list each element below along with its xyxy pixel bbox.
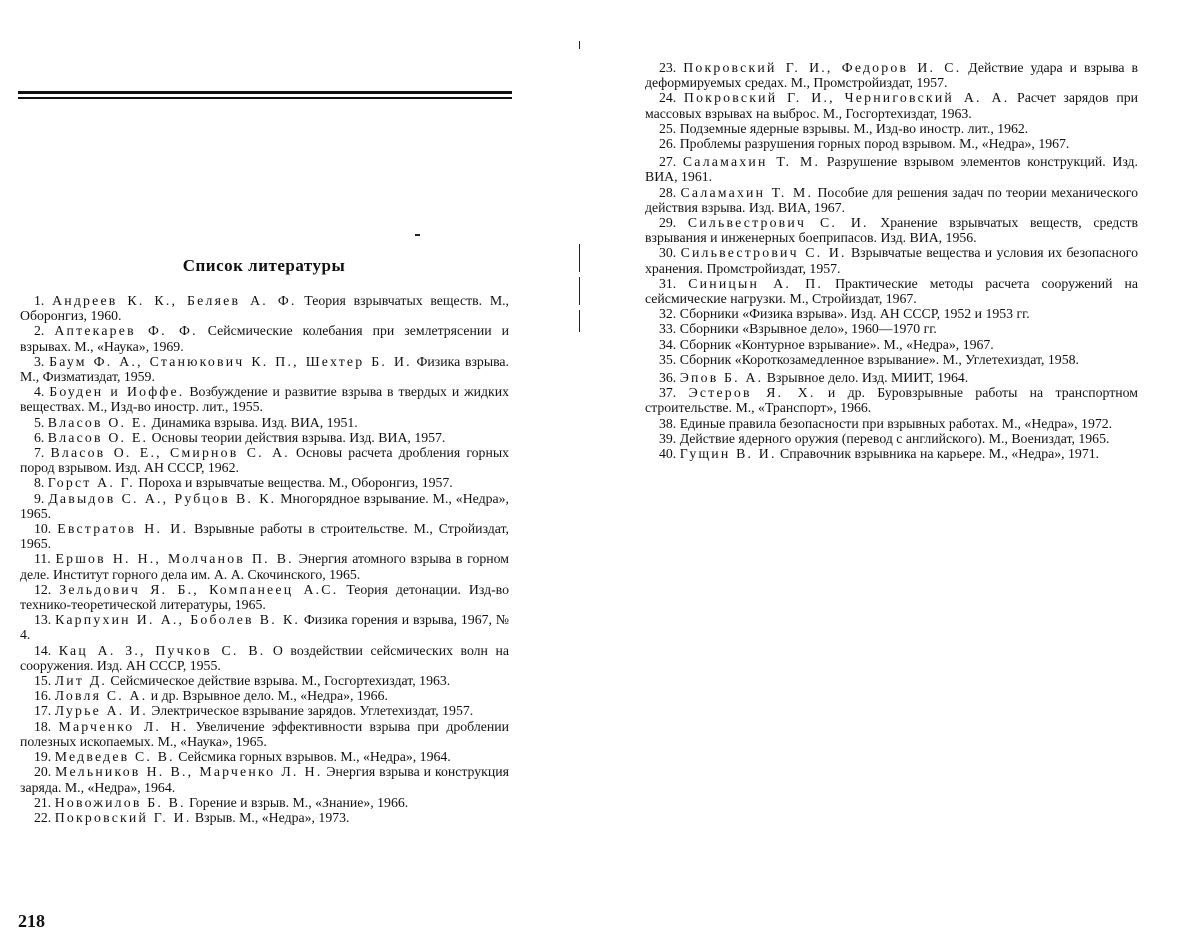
reference-item xyxy=(20,749,509,764)
reference-text: и др. Буровзрывные работы на транспортном строительстве. М., «Транспорт», 1966. xyxy=(645,385,1139,416)
reference-author: Баум Ф. А., Станюкович К. П., Шехтер Б. И. xyxy=(49,353,412,369)
reference-item xyxy=(20,810,509,825)
reference-author: Кац А. З., Пучков С. В. xyxy=(58,642,266,658)
reference-text: Основы расчета дробления горных пород взрывом. Изд. АН СССР, 1962. xyxy=(20,445,510,476)
reference-author: Синицын А. П. xyxy=(688,275,824,291)
reference-item xyxy=(20,354,509,384)
reference-text: Многорядное взрывание. М., «Недра», 1965. xyxy=(20,490,510,521)
reference-number: 8. xyxy=(34,475,48,491)
reference-text: и др. Взрывное дело. М., «Недра», 1966. xyxy=(147,688,388,704)
reference-author: Лурье А. И. xyxy=(54,703,148,719)
reference-text: Взрывное дело. Изд. МИИТ, 1964. xyxy=(763,370,969,386)
reference-number: 24. xyxy=(659,90,684,106)
reference-item xyxy=(645,370,1138,385)
reference-number: 5. xyxy=(34,414,48,430)
reference-author: Саламахин Т. М. xyxy=(682,154,821,170)
reference-number: 16. xyxy=(34,688,55,704)
reference-text: Теория взрывчатых веществ. М., Оборонгиз, 1960. xyxy=(20,293,509,324)
reference-text: Справочник взрывника на карьере. М., «Недра», 1971. xyxy=(776,446,1100,462)
reference-text: Пороха и взрывчатые вещества. М., Оборонгиз, 1957. xyxy=(134,475,453,491)
reference-item xyxy=(645,431,1138,446)
reference-text: Подземные ядерные взрывы. М., Изд-во иностр. лит., 1962. xyxy=(679,120,1029,136)
reference-text: Взрыв. М., «Недра», 1973. xyxy=(191,809,350,825)
reference-text: Сборник «Короткозамедленное взрывание». М., Углетехиздат, 1958. xyxy=(679,351,1079,367)
reference-number: 30. xyxy=(659,245,681,261)
reference-author: Сильвестрович С. И. xyxy=(687,215,869,231)
reference-number: 33. xyxy=(659,321,680,337)
reference-author: Мельников Н. В., Марченко Л. Н. xyxy=(55,764,323,780)
reference-item xyxy=(645,154,1138,184)
reference-author: Эстеров Я. Х. xyxy=(688,385,816,401)
reference-text: Взрывчатые вещества и условия их безопасного хранения. Промстройиздат, 1957. xyxy=(645,245,1138,276)
page-number: 218 xyxy=(18,911,45,931)
reference-item xyxy=(20,384,509,414)
reference-text: Хранение взрывчатых веществ, средств взрывания и инженерных боеприпасов. Изд. ВИА, 1956. xyxy=(645,215,1138,246)
reference-text: Сейсмика горных взрывов. М., «Недра», 1964. xyxy=(174,749,451,765)
reference-item xyxy=(20,764,509,794)
reference-item xyxy=(20,703,509,718)
reference-number: 3. xyxy=(34,353,50,369)
reference-number: 23. xyxy=(659,60,684,75)
reference-item xyxy=(20,323,509,353)
reference-item xyxy=(20,643,509,673)
reference-number: 27. xyxy=(659,154,683,170)
reference-text: Действие удара и взрыва в деформируемых средах. М., Промстройиздат, 1957. xyxy=(645,60,1138,91)
reference-item xyxy=(645,245,1138,275)
reference-item xyxy=(20,475,509,490)
reference-author: Власов О. Е. xyxy=(47,429,149,445)
reference-author: Ершов Н. Н., Молчанов П. В. xyxy=(55,551,294,567)
reference-number: 1. xyxy=(34,293,53,308)
reference-text: Проблемы разрушения горных пород взрывом. М., «Недра», 1967. xyxy=(679,136,1070,152)
reference-item xyxy=(20,445,509,475)
reference-author: Покровский Г. И., Федоров И. С. xyxy=(683,60,962,75)
reference-number: 9. xyxy=(34,490,49,506)
reference-item xyxy=(20,719,509,749)
reference-text: Разрушение взрывом элементов конструкций. Изд. ВИА, 1961. xyxy=(645,154,1138,185)
reference-item xyxy=(645,276,1138,306)
reference-number: 20. xyxy=(34,764,56,780)
reference-item xyxy=(645,352,1138,367)
reference-text: Теория детонации. Изд-во технико-теоретической литературы, 1965. xyxy=(20,581,509,613)
reference-author: Евстратов Н. И. xyxy=(57,521,189,537)
reference-item xyxy=(20,415,509,430)
reference-item xyxy=(645,136,1138,151)
reference-number: 18. xyxy=(34,718,59,734)
reference-item xyxy=(20,293,509,323)
reference-text: Возбуждение и развитие взрыва в твердых и жидких веществах. М., Изд-во иностр. лит., 1955. xyxy=(20,384,510,415)
reference-text: Энергия атомного взрыва в горном деле. Институт горного дела им. А. А. Скочинского, 1965. xyxy=(20,551,510,582)
reference-author: Медведев С. В. xyxy=(54,749,175,765)
reference-text: Физика взрыва. М., Физматиздат, 1959. xyxy=(20,353,509,385)
header-rule-thin xyxy=(18,97,512,99)
reference-number: 12. xyxy=(34,581,60,597)
reference-text: Динамика взрыва. Изд. ВИА, 1951. xyxy=(148,414,358,430)
reference-number: 11. xyxy=(34,551,56,567)
reference-author: Лит Д. xyxy=(54,673,107,689)
reference-text: Физика горения и взрыва, 1967, № 4. xyxy=(20,612,509,643)
reference-author: Боуден и Иоффе. xyxy=(49,384,185,400)
reference-author: Гущин В. И. xyxy=(679,446,777,462)
reference-text: Энергия взрыва и конструкция заряда. М., «Недра», 1964. xyxy=(20,764,509,795)
header-rule-thick xyxy=(18,91,512,94)
reference-author: Власов О. Е., Смирнов С. А. xyxy=(50,445,290,461)
reference-number: 10. xyxy=(34,521,58,537)
reference-author: Горст А. Г. xyxy=(47,475,135,491)
reference-number: 17. xyxy=(34,703,55,719)
reference-text: О воздействии сейсмических волн на сооружения. Изд. АН СССР, 1955. xyxy=(20,642,509,673)
reference-text: Электрическое взрывание зарядов. Углетехиздат, 1957. xyxy=(147,703,474,719)
reference-text: Основы теории действия взрыва. Изд. ВИА, 1957. xyxy=(148,429,446,445)
reference-item xyxy=(20,688,509,703)
reference-author: Аптекарев Ф. Ф. xyxy=(54,323,198,339)
reference-item xyxy=(20,612,509,642)
reference-number: 15. xyxy=(34,673,55,689)
reference-text: Сборники «Физика взрыва». Изд. АН СССР, 1952 и 1953 гг. xyxy=(679,306,1030,322)
reference-number: 36. xyxy=(659,370,680,386)
reference-number: 34. xyxy=(659,336,680,352)
reference-item xyxy=(645,185,1138,215)
reference-number: 14. xyxy=(34,642,59,658)
gutter-mark-top xyxy=(579,41,580,49)
reference-text: Расчет зарядов при массовых взрывах на выброс. М., Госгортехиздат, 1963. xyxy=(645,90,1138,121)
reference-author: Карпухин И. А., Боболев В. К. xyxy=(55,612,300,628)
reference-number: 6. xyxy=(34,429,48,445)
reference-author: Власов О. Е. xyxy=(47,414,149,430)
gutter-mark xyxy=(579,277,580,305)
reference-author: Эпов Б. А. xyxy=(679,370,764,386)
reference-item xyxy=(20,582,509,612)
reference-item xyxy=(645,90,1138,120)
reference-item xyxy=(645,215,1138,245)
reference-author: Сильвестрович С. И. xyxy=(680,245,847,261)
reference-item xyxy=(645,121,1138,136)
reference-text: Взрывные работы в строительстве. М., Стройиздат, 1965. xyxy=(20,521,509,552)
reference-number: 19. xyxy=(34,749,55,765)
reference-item xyxy=(20,673,509,688)
reference-author: Новожилов Б. В. xyxy=(54,794,186,810)
reference-item xyxy=(645,60,1138,90)
reference-author: Зельдович Я. Б., Компанеец А.С. xyxy=(59,581,339,597)
reference-number: 13. xyxy=(34,612,56,628)
reference-number: 28. xyxy=(659,184,681,200)
reference-author: Покровский Г. И., Черниговский А. А. xyxy=(683,90,1010,106)
reference-item xyxy=(645,337,1138,352)
reference-number: 7. xyxy=(34,445,51,461)
gutter-mark xyxy=(579,310,580,332)
reference-item xyxy=(20,491,509,521)
reference-text: Пособие для решения задач по теории механического действия взрыва. Изд. ВИА, 1967. xyxy=(645,184,1138,215)
reference-author: Андреев К. К., Беляев А. Ф. xyxy=(52,293,297,308)
reference-number: 29. xyxy=(659,215,688,231)
reference-item xyxy=(20,430,509,445)
reference-item xyxy=(645,385,1138,415)
reference-number: 26. xyxy=(659,136,680,152)
reference-number: 32. xyxy=(659,306,680,322)
reference-number: 40. xyxy=(659,446,680,462)
reference-text: Сборник «Контурное взрывание». М., «Недра», 1967. xyxy=(679,336,994,352)
reference-item xyxy=(20,795,509,810)
reference-item xyxy=(645,446,1138,461)
reference-number: 35. xyxy=(659,351,680,367)
reference-number: 25. xyxy=(659,120,680,136)
reference-number: 38. xyxy=(659,415,680,431)
reference-number: 21. xyxy=(34,794,55,810)
reference-number: 2. xyxy=(34,323,55,339)
reference-text: Горение и взрыв. М., «Знание», 1966. xyxy=(185,794,409,810)
page-title: Список литературы xyxy=(182,256,346,275)
reference-item xyxy=(645,306,1138,321)
reference-author: Саламахин Т. М. xyxy=(680,184,814,200)
reference-item xyxy=(645,416,1138,431)
gutter-mark xyxy=(579,244,580,272)
reference-item xyxy=(20,521,509,551)
reference-author: Покровский Г. И. xyxy=(54,809,192,825)
reference-text: Сейсмические колебания при землетрясении и взрывах. М., «Наука», 1969. xyxy=(20,323,509,354)
reference-text: Практические методы расчета сооружений на сейсмические нагрузки. М., Стройиздат, 1967. xyxy=(645,275,1138,307)
reference-number: 39. xyxy=(659,430,680,446)
reference-text: Действие ядерного оружия (перевод с английского). М., Воениздат, 1965. xyxy=(679,430,1110,446)
reference-number: 4. xyxy=(34,384,50,400)
reference-author: Давыдов С. А., Рубцов В. К. xyxy=(48,490,277,506)
reference-number: 37. xyxy=(659,385,689,401)
reference-author: Ловля С. А. xyxy=(54,688,148,704)
reference-item xyxy=(20,551,509,581)
reference-text: Единые правила безопасности при взрывных работах. М., «Недра», 1972. xyxy=(679,415,1113,431)
reference-item xyxy=(645,321,1138,336)
reference-text: Увеличение эффективности взрыва при дроблении полезных ископаемых. М., «Наука», 1965. xyxy=(20,718,509,749)
reference-list-right xyxy=(645,60,1138,461)
reference-text: Сборники «Взрывное дело», 1960—1970 гг. xyxy=(679,321,937,337)
reference-number: 31. xyxy=(659,275,689,291)
reference-author: Марченко Л. Н. xyxy=(58,718,189,734)
reference-list-left xyxy=(20,293,509,825)
reference-text: Сейсмическое действие взрыва. М., Госгортехиздат, 1963. xyxy=(106,673,451,689)
reference-number: 22. xyxy=(34,809,55,825)
ornament-dot xyxy=(415,234,420,236)
